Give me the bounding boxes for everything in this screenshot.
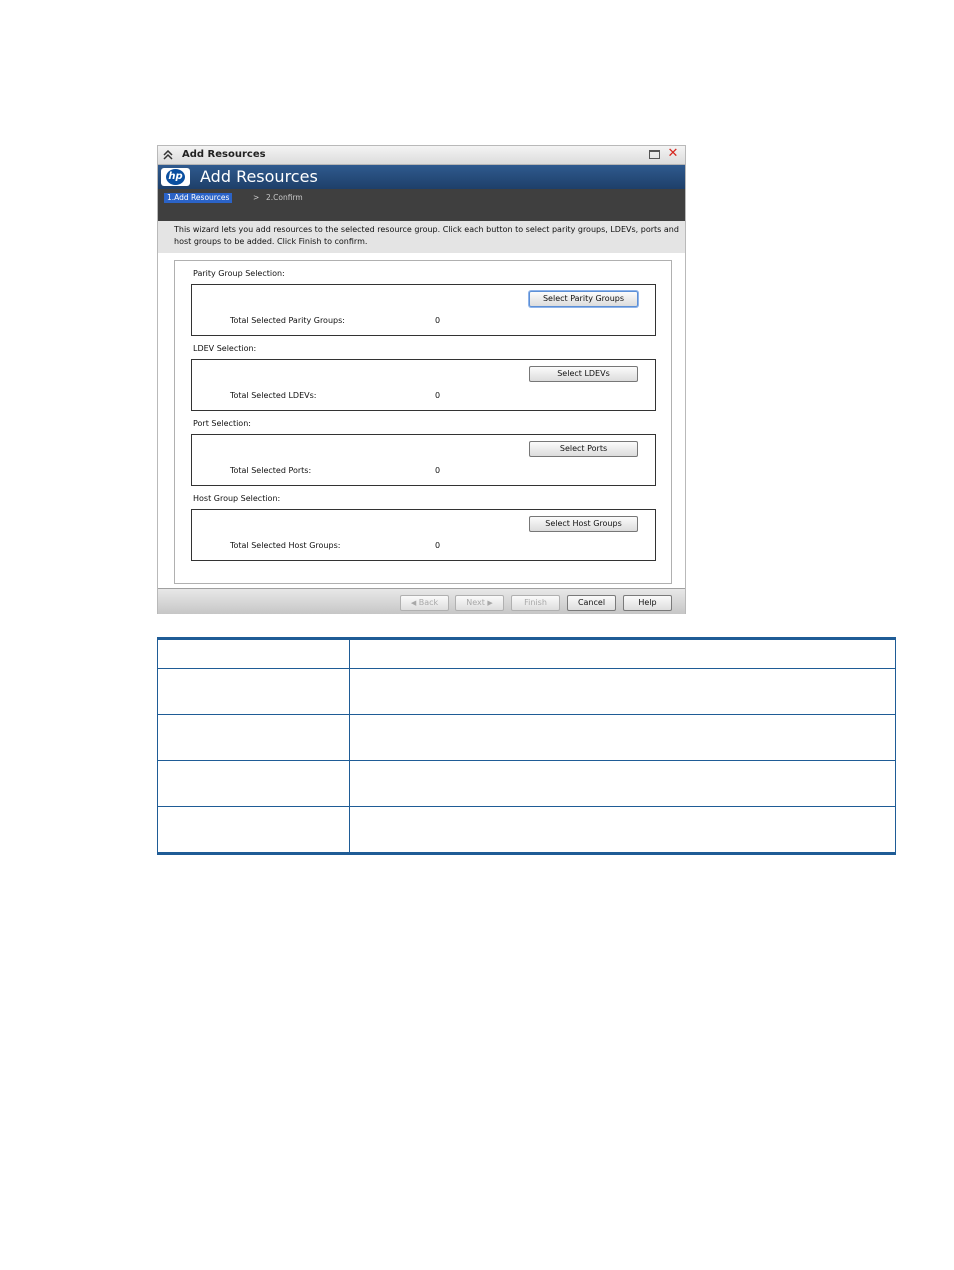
next-button-label: Next xyxy=(466,598,485,607)
wizard-title: Add Resources xyxy=(200,167,318,186)
table-cell xyxy=(158,669,350,715)
hp-logo xyxy=(161,168,190,186)
select-host-groups-button[interactable]: Select Host Groups xyxy=(529,516,638,532)
table-cell xyxy=(350,715,896,761)
step-confirm: 2.Confirm xyxy=(266,193,303,202)
table-cell xyxy=(350,669,896,715)
ldev-section xyxy=(191,359,656,411)
total-host-groups-label: Total Selected Host Groups: xyxy=(230,541,341,550)
wizard-description-band xyxy=(158,221,685,253)
back-button-label: Back xyxy=(418,598,439,607)
host-group-section-label: Host Group Selection: xyxy=(193,494,281,503)
total-parity-groups-value: 0 xyxy=(435,316,441,325)
table-cell xyxy=(350,807,896,854)
back-arrow-icon: ◀ xyxy=(410,599,417,607)
port-section-label: Port Selection: xyxy=(193,419,251,428)
finish-button[interactable]: Finish xyxy=(511,595,560,611)
maximize-icon[interactable] xyxy=(649,150,660,159)
table-row xyxy=(158,807,896,854)
table-row xyxy=(158,761,896,807)
add-resources-window xyxy=(157,145,686,614)
total-ports-value: 0 xyxy=(435,466,441,475)
window-title: Add Resources xyxy=(182,149,266,160)
step-add-resources: 1.Add Resources xyxy=(164,193,232,203)
step-separator: > xyxy=(253,193,260,202)
table-row xyxy=(158,715,896,761)
help-button[interactable]: Help xyxy=(623,595,672,611)
table-header-row xyxy=(158,639,896,669)
wizard-header xyxy=(158,165,685,189)
ldev-section-label: LDEV Selection: xyxy=(193,344,257,353)
next-arrow-icon: ▶ xyxy=(487,599,493,607)
table-header-cell xyxy=(158,639,350,669)
table-cell xyxy=(350,761,896,807)
next-button[interactable] xyxy=(455,595,504,611)
select-ports-button[interactable]: Select Ports xyxy=(529,441,638,457)
table-header-cell xyxy=(350,639,896,669)
back-button[interactable] xyxy=(400,595,449,611)
total-ports-label: Total Selected Ports: xyxy=(230,466,312,475)
select-ldevs-button[interactable]: Select LDEVs xyxy=(529,366,638,382)
table-row xyxy=(158,669,896,715)
window-titlebar xyxy=(158,146,685,165)
collapse-chevron-icon[interactable] xyxy=(163,150,173,160)
port-section xyxy=(191,434,656,486)
table-cell xyxy=(158,807,350,854)
cancel-button[interactable]: Cancel xyxy=(567,595,616,611)
total-parity-groups-label: Total Selected Parity Groups: xyxy=(230,316,345,325)
table-cell xyxy=(158,761,350,807)
parity-group-section xyxy=(191,284,656,336)
hp-logo-mark: hp xyxy=(166,169,185,185)
total-host-groups-value: 0 xyxy=(435,541,441,550)
selection-panel xyxy=(174,260,672,584)
description-table xyxy=(157,637,896,855)
table-cell xyxy=(158,715,350,761)
host-group-section xyxy=(191,509,656,561)
select-parity-groups-button[interactable]: Select Parity Groups xyxy=(529,291,638,307)
parity-group-section-label: Parity Group Selection: xyxy=(193,269,285,278)
wizard-steps xyxy=(158,189,685,221)
wizard-footer xyxy=(158,588,685,614)
total-ldevs-label: Total Selected LDEVs: xyxy=(230,391,317,400)
total-ldevs-value: 0 xyxy=(435,391,441,400)
close-icon[interactable]: ✕ xyxy=(667,146,679,161)
wizard-description: This wizard lets you add resources to the selected resource group. Click each button to select parity groups, LDEVs, ports and host groups to be added. Click Finish to confirm. xyxy=(174,225,679,246)
